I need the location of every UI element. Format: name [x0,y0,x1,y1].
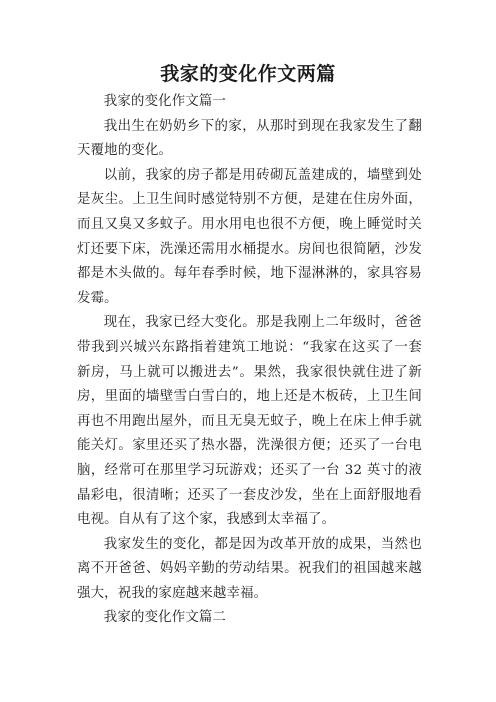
section-heading-1: 我家的变化作文篇一 [103,94,227,109]
paragraph-intro: 我出生在奶奶乡下的家，从那时到现在我家发生了翻天覆地的变化。 [77,118,422,159]
paragraph-conclusion: 我家发生的变化，都是因为改革开放的成果，当然也离不开爸爸、妈妈辛勤的劳动结果。祝我们的祖国越来越强大，祝我的家庭越来越幸福。 [77,536,422,601]
paragraph-present: 现在，我家已经大变化。那是我刚上二年级时，爸爸带我到兴城兴东路指着建筑工地说：“我家在这买了一套新房，马上就可以搬进去”。果然，我家很快就住进了新房，里面的墙壁雪白雪白的，地上还是木板砖，上卫生间再也不用跑出屋外，而且无臭无蚊子，晚上在床上伸手就能关灯。家里还买了热水器，洗澡很方便；还买了一台电脑，经常可在那里学习玩游戏；还买了一台 32 英寸的液晶彩电，很清晰；还买了一套皮沙发，坐在上面舒服地看电视。自从有了这个家，我感到太幸福了。 [77,315,422,528]
paragraph-past: 以前，我家的房子都是用砖砌瓦盖建成的，墙壁到处是灰尘。上卫生间时感觉特别不方便，是建在住房外面，而且又臭又多蚊子。用水用电也很不方便，晚上睡觉时关灯还要下床，洗澡还需用水桶提水。房间也很简陋，沙发都是木头做的。每年春季时候，地下湿淋淋的，家具容易发霉。 [77,167,422,306]
document-title: 我家的变化作文两篇 [160,63,336,85]
section-heading-2: 我家的变化作文篇二 [103,610,227,626]
document-body [77,90,422,631]
